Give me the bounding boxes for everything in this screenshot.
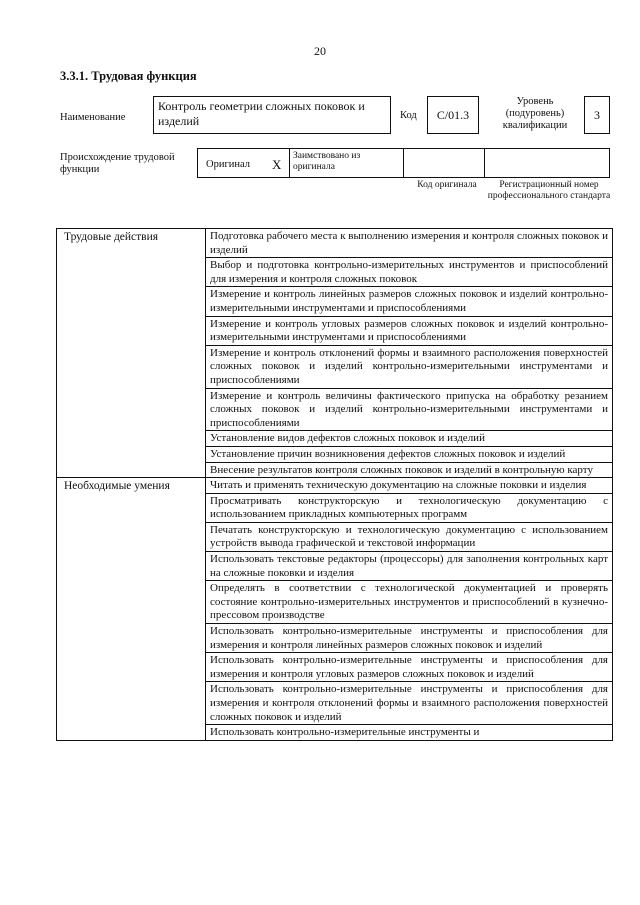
labor-action-item: Установление причин возникновения дефектов сложных поковок и изделий bbox=[206, 446, 613, 462]
labor-action-category-label: Трудовые действия bbox=[64, 231, 159, 243]
original-label: Оригинал bbox=[206, 159, 250, 170]
code-original-label: Код оригинала bbox=[417, 180, 477, 190]
labor-action-item: Установление видов дефектов сложных поковок и изделий bbox=[206, 431, 613, 447]
required-skill-item: Использовать контрольно-измерительные инструменты и bbox=[206, 725, 613, 741]
labor-action-item: Измерение и контроль отклонений формы и взаимного расположения поверхностей сложных поковок и изделий контрольно-измерительными инструментами и приспособлениями bbox=[206, 345, 613, 388]
function-name-field: Контроль геометрии сложных поковок и изделий bbox=[153, 96, 391, 134]
level-field: 3 bbox=[584, 96, 610, 134]
section-title: 3.3.1. Трудовая функция bbox=[60, 69, 197, 83]
labor-action-category bbox=[57, 229, 206, 478]
required-skill-item: Печатать конструкторскую и технологическую документацию с использованием устройств вывода графической и текстовой информации bbox=[206, 522, 613, 551]
level-label: Уровень (подуровень) квалификации bbox=[502, 96, 568, 131]
reg-number-cell bbox=[484, 148, 610, 178]
required-skill-item: Читать и применять техническую документацию на сложные поковки и изделия bbox=[206, 478, 613, 494]
labor-action-item: Подготовка рабочего места к выполнению измерения и контроля сложных поковок и изделий bbox=[206, 229, 613, 258]
origin-label: Происхождение трудовой функции bbox=[60, 152, 175, 175]
required-skill-category-label: Необходимые умения bbox=[64, 480, 170, 493]
required-skill-row bbox=[57, 478, 613, 494]
labor-action-row bbox=[57, 229, 613, 258]
labor-action-item: Измерение и контроль величины фактического припуска на обработку резанием сложных поковок и изделий контрольно-измерительными инструментами и приспособлениями bbox=[206, 388, 613, 431]
borrowed-cell bbox=[289, 148, 404, 178]
code-label: Код bbox=[400, 110, 417, 121]
required-skill-item: Использовать текстовые редакторы (процессоры) для заполнения контрольных карт на сложные поковки и изделия bbox=[206, 552, 613, 581]
required-skill-item: Использовать контрольно-измерительные инструменты и приспособления для измерения и контроля линейных размеров сложных поковок и изделий bbox=[206, 624, 613, 653]
original-mark: X bbox=[272, 157, 282, 172]
labor-action-item: Внесение результатов контроля сложных поковок и изделий в контрольную карту bbox=[206, 462, 613, 478]
code-original-cell bbox=[403, 148, 485, 178]
labor-action-item: Измерение и контроль линейных размеров сложных поковок и изделий контрольно-измерительными инструментами и приспособлениями bbox=[206, 287, 613, 316]
required-skill-item: Использовать контрольно-измерительные инструменты и приспособления для измерения и контроля отклонений формы и взаимного расположения поверхностей сложных поковок и изделий bbox=[206, 682, 613, 725]
page-number: 20 bbox=[314, 44, 326, 58]
required-skill-item: Просматривать конструкторскую и технологическую документацию с использованием прикладных компьютерных программ bbox=[206, 493, 613, 522]
code-field: C/01.3 bbox=[427, 96, 479, 134]
function-details-table bbox=[56, 228, 613, 741]
borrowed-label: Заимствовано из оригинала bbox=[293, 151, 361, 172]
labor-action-item: Выбор и подготовка контрольно-измерительных инструментов и приспособлений для измерения и контроля сложных поковок bbox=[206, 258, 613, 287]
reg-number-label: Регистрационный номер профессионального стандарта bbox=[487, 180, 611, 201]
labor-action-item: Измерение и контроль угловых размеров сложных поковок и изделий контрольно-измерительными инструментами и приспособлениями bbox=[206, 316, 613, 345]
name-label: Наименование bbox=[60, 112, 126, 123]
required-skill-category bbox=[57, 478, 206, 741]
original-cell bbox=[197, 148, 290, 178]
origin-table bbox=[197, 148, 610, 178]
required-skill-item: Использовать контрольно-измерительные инструменты и приспособления для измерения и контроля угловых размеров сложных поковок и изделий bbox=[206, 653, 613, 682]
required-skill-item: Определять в соответствии с технологической документацией и проверять состояние контрольно-измерительных инструментов и приспособлений в кузнечно-прессовом производстве bbox=[206, 581, 613, 624]
